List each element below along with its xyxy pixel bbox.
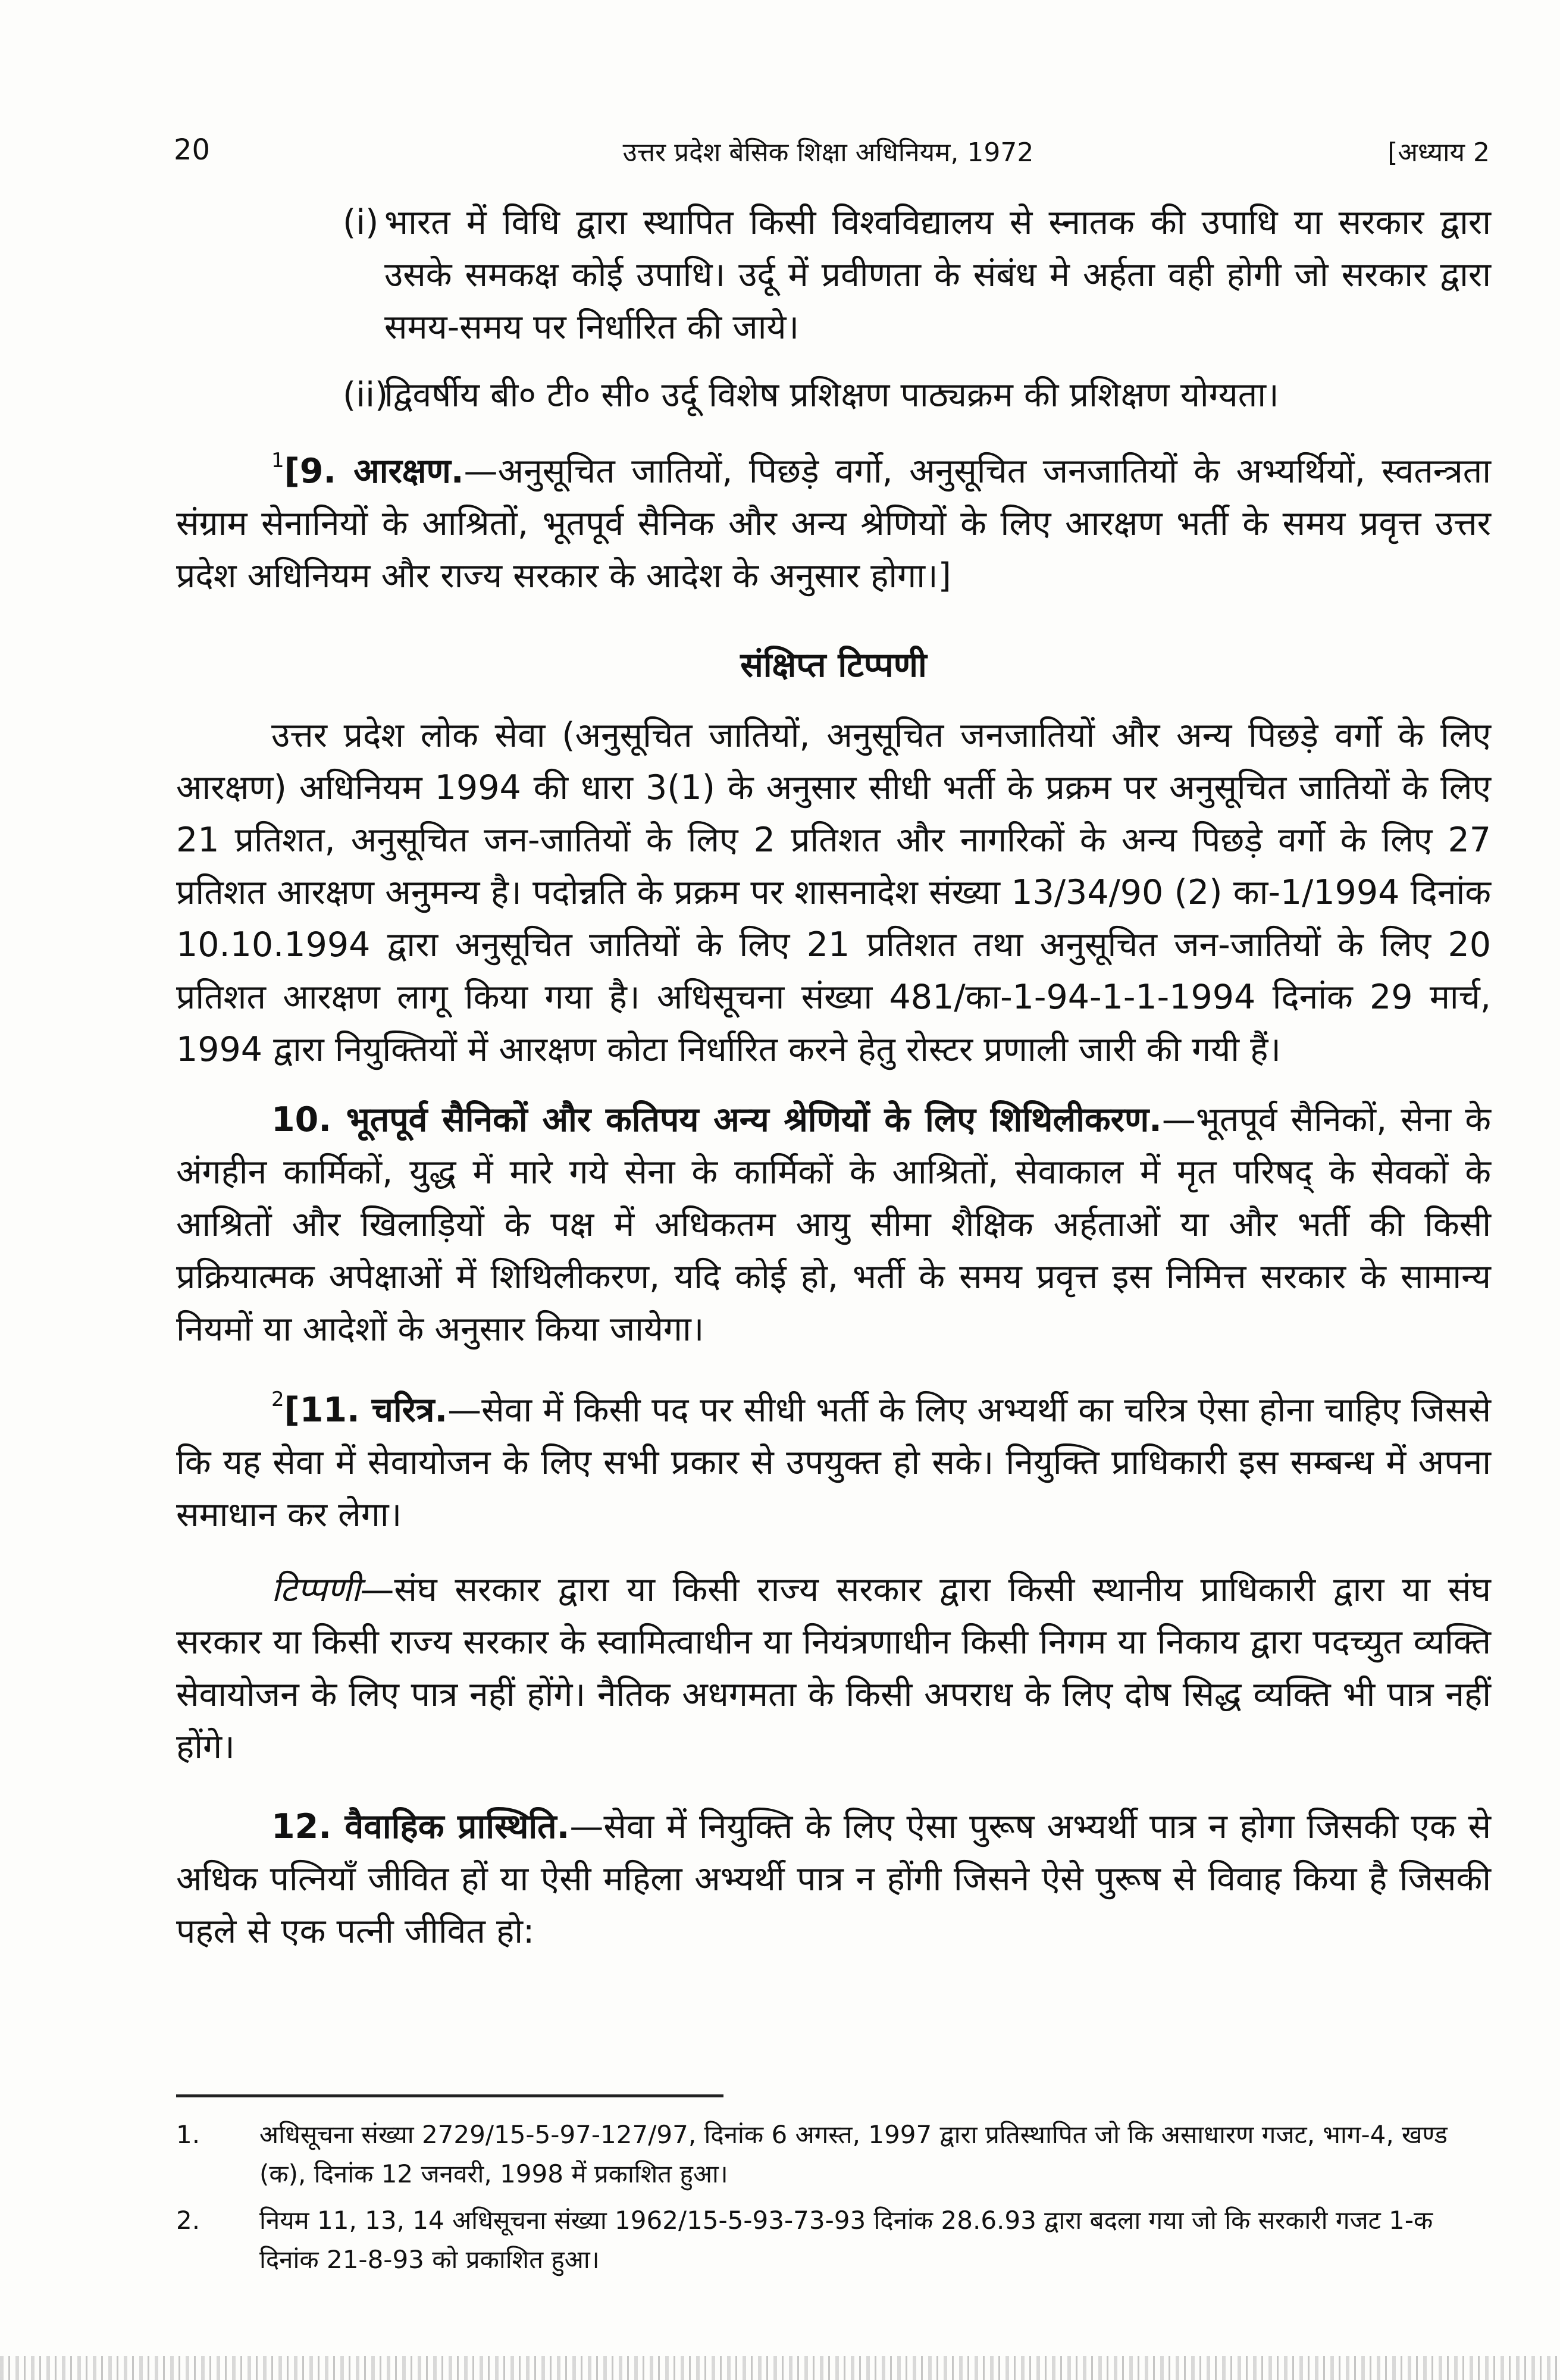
footnote-number: 1. <box>176 2120 201 2149</box>
rule-11 <box>176 1373 1491 1541</box>
running-title: उत्तर प्रदेश बेसिक शिक्षा अधिनियम, 1972 <box>622 137 1034 168</box>
footnote-ref: 1 <box>271 449 284 472</box>
rule-text: —भूतपूर्व सैनिकों, सेना के अंगहीन कार्मिकों, युद्ध में मारे गये सेना के कार्मिकों के आश्रितों, सेवाकाल में मृत परिषद् के सेवकों के आश्रितों और खिलाड़ियों के पक्ष में अधिकतम आयु सीमा शैक्षिक अर्हताओं या और भर्ती की किसी प्रक्रियात्मक अपेक्षाओं में शिथिलीकरण, यदि कोई हो, भर्ती के समय प्रवृत्त इस निमित्त सरकार के सामान्य नियमों या आदेशों के अनुसार किया जायेगा। <box>176 1100 1491 1349</box>
list-item <box>176 196 1491 353</box>
rule-heading: [9. आरक्षण. <box>284 452 464 491</box>
page-header <box>167 130 1490 177</box>
footnote <box>176 2115 1491 2194</box>
page-number: 20 <box>174 133 211 167</box>
footnote-number: 2. <box>176 2206 201 2235</box>
note-paragraph <box>176 1564 1491 1773</box>
scan-edge-noise <box>0 2356 1560 2380</box>
brief-note-text: उत्तर प्रदेश लोक सेवा (अनुसूचित जातियों, अनुसूचित जनजातियों और अन्य पिछड़े वर्गो के लिए आरक्षण) अधिनियम 1994 की धारा 3(1) के अनुसार सीधी भर्ती के प्रक्रम पर अनुसूचित जातियों के लिए 21 प्रतिशत, अनुसूचित जन-जातियों के लिए 2 प्रतिशत और नागरिकों के अन्य पिछड़े वर्गो के लिए 27 प्रतिशत आरक्षण अनुमन्य है। पदोन्नति के प्रक्रम पर शासनादेश संख्या 13/34/90 (2) का-1/1994 दिनांक 10.10.1994 द्वारा अनुसूचित जातियों के लिए 21 प्रतिशत तथा अनुसूचित जन-जातियों के लिए 20 प्रतिशत आरक्षण लागू किया गया है। अधिसूचना संख्या 481/का-1-94-1-1-1994 दिनांक 29 मार्च, 1994 द्वारा नियुक्तियों में आरक्षण कोटा निर्धारित करने हेतु रोस्टर प्रणाली जारी की गयी हैं। <box>176 716 1491 1069</box>
rule-text: —सेवा में नियुक्ति के लिए ऐसा पुरूष अभ्यर्थी पात्र न होगा जिसकी एक से अधिक पत्नियाँ जीवित हों या ऐसी महिला अभ्यर्थी पात्र न होंगी जिसने ऐसे पुरूष से विवाह किया है जिसकी पहले से एक पत्नी जीवित हो: <box>176 1807 1491 1951</box>
rule-12 <box>176 1800 1491 1958</box>
list-item <box>176 369 1491 421</box>
footnote <box>176 2201 1491 2279</box>
chapter-label: [अध्याय 2 <box>1387 137 1490 168</box>
rule-heading: 12. वैवाहिक प्रास्थिति. <box>271 1807 570 1846</box>
section-heading: संक्षिप्त टिप्पणी <box>740 646 927 685</box>
note-label: टिप्पणी <box>271 1570 361 1609</box>
page-body <box>176 196 1491 1958</box>
item-number: (i) <box>343 203 379 242</box>
footnote-text: अधिसूचना संख्या 2729/15-5-97-127/97, दिनांक 6 अगस्त, 1997 द्वारा प्रतिस्थापित जो कि असाधारण गजट, भाग-4, खण्ड (क), दिनांक 12 जनवरी, 1998 में प्रकाशित हुआ। <box>259 2120 1448 2188</box>
rule-text: —सेवा में किसी पद पर सीधी भर्ती के लिए अभ्यर्थी का चरित्र ऐसा होना चाहिए जिससे कि यह सेवा में सेवायोजन के लिए सभी प्रकार से उपयुक्त हो सके। नियुक्ति प्राधिकारी इस सम्बन्ध में अपना समाधान कर लेगा। <box>176 1391 1491 1535</box>
footnotes <box>176 2115 1491 2287</box>
rule-10 <box>176 1094 1491 1355</box>
item-text: द्विवर्षीय बी० टी० सी० उर्दू विशेष प्रशिक्षण पाठ्यक्रम की प्रशिक्षण योग्यता। <box>384 375 1279 415</box>
rule-heading: [11. चरित्र. <box>284 1391 448 1430</box>
footnote-divider <box>176 2094 723 2097</box>
footnote-ref: 2 <box>271 1388 284 1411</box>
note-text: —संघ सरकार द्वारा या किसी राज्य सरकार द्वारा किसी स्थानीय प्राधिकारी द्वारा या संघ सरकार या किसी राज्य सरकार के स्वामित्वाधीन या नियंत्रणाधीन किसी निगम या निकाय द्वारा पदच्युत व्यक्ति सेवायोजन के लिए पात्र नहीं होंगे। नैतिक अधगमता के किसी अपराध के लिए दोष सिद्ध व्यक्ति भी पात्र नहीं होंगे। <box>176 1570 1491 1767</box>
item-number: (ii) <box>343 375 389 415</box>
item-text: भारत में विधि द्वारा स्थापित किसी विश्वविद्यालय से स्नातक की उपाधि या सरकार द्वारा उसके समकक्ष कोई उपाधि। उर्दू में प्रवीणता के संबंध मे अर्हता वही होगी जो सरकार द्वारा समय-समय पर निर्धारित की जाये। <box>384 203 1491 347</box>
rule-text: —अनुसूचित जातियों, पिछड़े वर्गो, अनुसूचित जनजातियों के अभ्यर्थियों, स्वतन्त्रता संग्राम सेनानियों के आश्रितों, भूतपूर्व सैनिक और अन्य श्रेणियों के लिए आरक्षण भर्ती के समय प्रवृत्त उत्तर प्रदेश अधिनियम और राज्य सरकार के आदेश के अनुसार होगा।] <box>176 452 1491 596</box>
footnote-text: नियम 11, 13, 14 अधिसूचना संख्या 1962/15-5-93-73-93 दिनांक 28.6.93 द्वारा बदला गया जो कि सरकारी गजट 1-क दिनांक 21-8-93 को प्रकाशित हुआ। <box>259 2206 1433 2274</box>
rule-heading: 10. भूतपूर्व सैनिकों और कतिपय अन्य श्रेणियों के लिए शिथिलीकरण. <box>271 1100 1162 1139</box>
rule-9 <box>176 434 1491 602</box>
